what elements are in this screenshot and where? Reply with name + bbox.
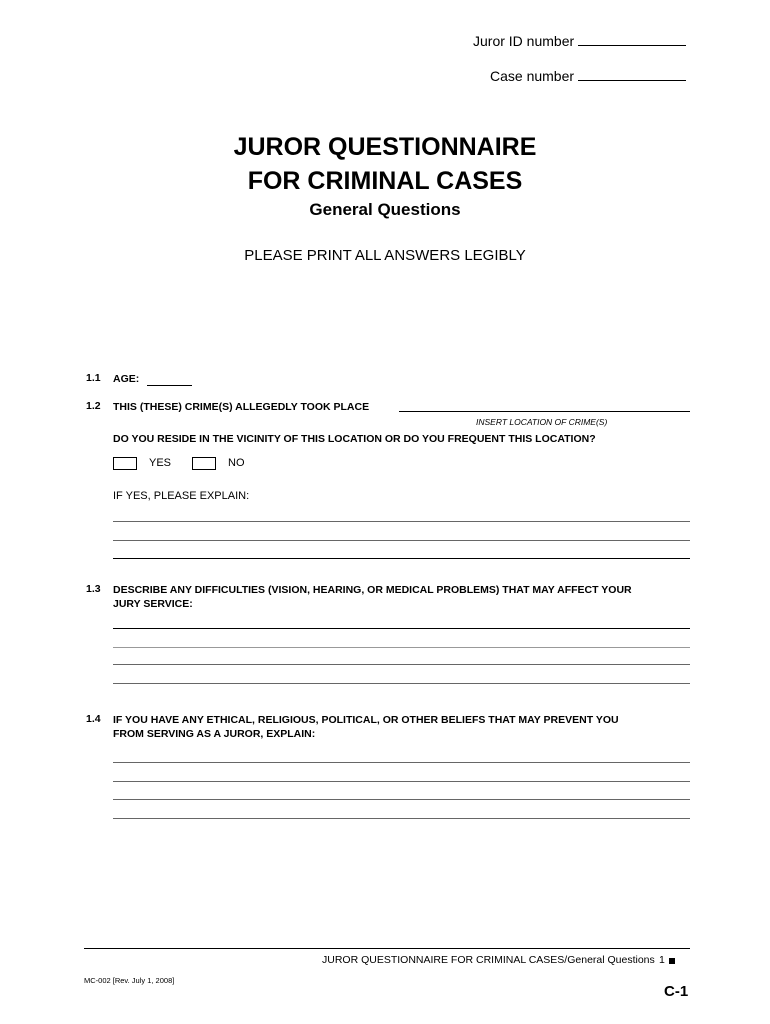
case-number-label: Case number: [490, 68, 575, 84]
page-subtitle: General Questions: [309, 200, 461, 219]
explain-answer-line[interactable]: [113, 540, 690, 541]
question-1-1-number: 1.1: [86, 372, 101, 384]
instruction-text: PLEASE PRINT ALL ANSWERS LEGIBLY: [244, 247, 526, 264]
footer-page-number: 1: [659, 954, 665, 966]
question-1-4-text-line2: FROM SERVING AS A JUROR, EXPLAIN:: [113, 728, 316, 740]
difficulties-answer-line[interactable]: [113, 628, 690, 629]
question-1-3-text-line2: JURY SERVICE:: [113, 598, 193, 610]
age-input-line[interactable]: [147, 385, 192, 386]
no-label: NO: [228, 457, 245, 469]
crime-location-input-line[interactable]: [399, 411, 690, 412]
question-1-2-number: 1.2: [86, 400, 101, 412]
square-marker-icon: [669, 958, 675, 964]
explain-answer-line[interactable]: [113, 558, 690, 559]
footer-title: JUROR QUESTIONNAIRE FOR CRIMINAL CASES/General Questions: [322, 954, 655, 966]
case-number-input-line[interactable]: [578, 68, 686, 81]
question-1-3-number: 1.3: [86, 583, 101, 595]
difficulties-answer-line[interactable]: [113, 664, 690, 665]
question-1-2-text: THIS (THESE) CRIME(S) ALLEGEDLY TOOK PLACE: [113, 401, 370, 413]
explain-label: IF YES, PLEASE EXPLAIN:: [113, 490, 250, 502]
crime-location-caption: INSERT LOCATION OF CRIME(S): [476, 417, 608, 427]
question-1-4-text-line1: IF YOU HAVE ANY ETHICAL, RELIGIOUS, POLITICAL, OR OTHER BELIEFS THAT MAY PREVENT YOU: [113, 714, 619, 726]
yes-checkbox[interactable]: [113, 457, 137, 470]
form-code: C-1: [664, 983, 689, 1000]
difficulties-answer-line[interactable]: [113, 647, 690, 648]
form-id: MC-002 [Rev. July 1, 2008]: [84, 976, 175, 985]
question-1-4-number: 1.4: [86, 713, 101, 725]
beliefs-answer-line[interactable]: [113, 781, 690, 782]
difficulties-answer-line[interactable]: [113, 683, 690, 684]
page-title-line2: FOR CRIMINAL CASES: [247, 167, 523, 195]
beliefs-answer-line[interactable]: [113, 762, 690, 763]
juror-id-label: Juror ID number: [473, 33, 575, 49]
juror-id-field[interactable]: [473, 33, 686, 49]
beliefs-answer-line[interactable]: [113, 818, 690, 819]
case-number-field[interactable]: [490, 68, 686, 84]
explain-answer-line[interactable]: [113, 521, 690, 522]
juror-id-input-line[interactable]: [578, 33, 686, 46]
no-checkbox[interactable]: [192, 457, 216, 470]
question-1-2-followup: DO YOU RESIDE IN THE VICINITY OF THIS LOCATION OR DO YOU FREQUENT THIS LOCATION?: [113, 433, 596, 445]
question-1-3-text-line1: DESCRIBE ANY DIFFICULTIES (VISION, HEARING, OR MEDICAL PROBLEMS) THAT MAY AFFECT YOUR: [113, 584, 632, 596]
footer-rule: [84, 948, 690, 949]
question-1-1-text: AGE:: [113, 373, 140, 385]
yes-label: YES: [149, 457, 172, 469]
beliefs-answer-line[interactable]: [113, 799, 690, 800]
page-title-line1: JUROR QUESTIONNAIRE: [233, 133, 537, 161]
